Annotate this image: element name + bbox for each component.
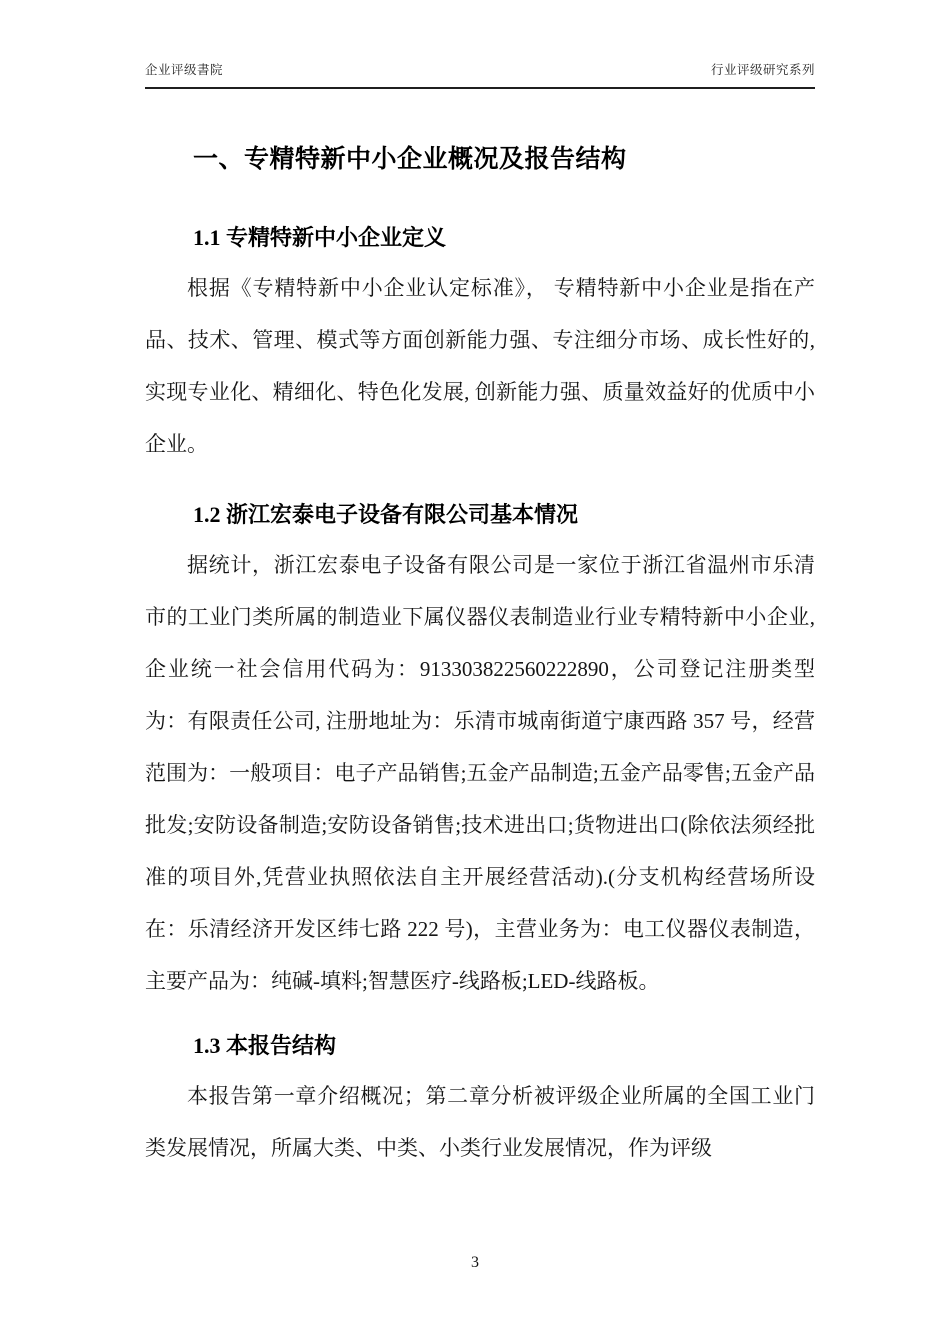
page-footer [0, 1254, 950, 1272]
section-1-2-paragraph: 据统计，浙江宏泰电子设备有限公司是一家位于浙江省温州市乐清市的工业门类所属的制造业下属仪器仪表制造业行业专精特新中小企业,企业统一社会信用代码为：913303822560222890，公司登记注册类型为：有限责任公司, 注册地址为：乐清市城南街道宁康西路 357 号，经营范围为：一般项目：电子产品销售;五金产品制造;五金产品零售;五金产品批发;安防设备制造;安防设备销售;技术进出口;货物进出口(除依法须经批准的项目外,凭营业执照依法自主开展经营活动).(分支机构经营场所设在：乐清经济开发区纬七路 222 号)，主营业务为：电工仪器仪表制造，主要产品为：纯碱-填料;智慧医疗-线路板;LED-线路板。 [145, 553, 815, 993]
chapter-title: 一、专精特新中小企业概况及报告结构 [193, 146, 627, 173]
header-right-text: 行业评级研究系列 [710, 63, 815, 77]
page-header [145, 0, 815, 89]
header-left-text: 企业评级書院 [145, 63, 224, 77]
section-1-3-paragraph: 本报告第一章介绍概况；第二章分析被评级企业所属的全国工业门类发展情况，所属大类、中类、小类行业发展情况，作为评级 [145, 1084, 815, 1160]
page-number: 3 [471, 1254, 479, 1271]
section-heading-1-1: 1.1 专精特新中小企业定义 [193, 225, 447, 250]
section-1-1-paragraph: 根据《专精特新中小企业认定标准》， 专精特新中小企业是指在产品、技术、管理、模式等方面创新能力强、专注细分市场、成长性好的, 实现专业化、精细化、特色化发展, 创新能力强、质量效益好的优质中小企业。 [145, 276, 815, 456]
section-heading-1-3: 1.3 本报告结构 [193, 1033, 337, 1058]
section-heading-1-2: 1.2 浙江宏泰电子设备有限公司基本情况 [193, 502, 579, 527]
